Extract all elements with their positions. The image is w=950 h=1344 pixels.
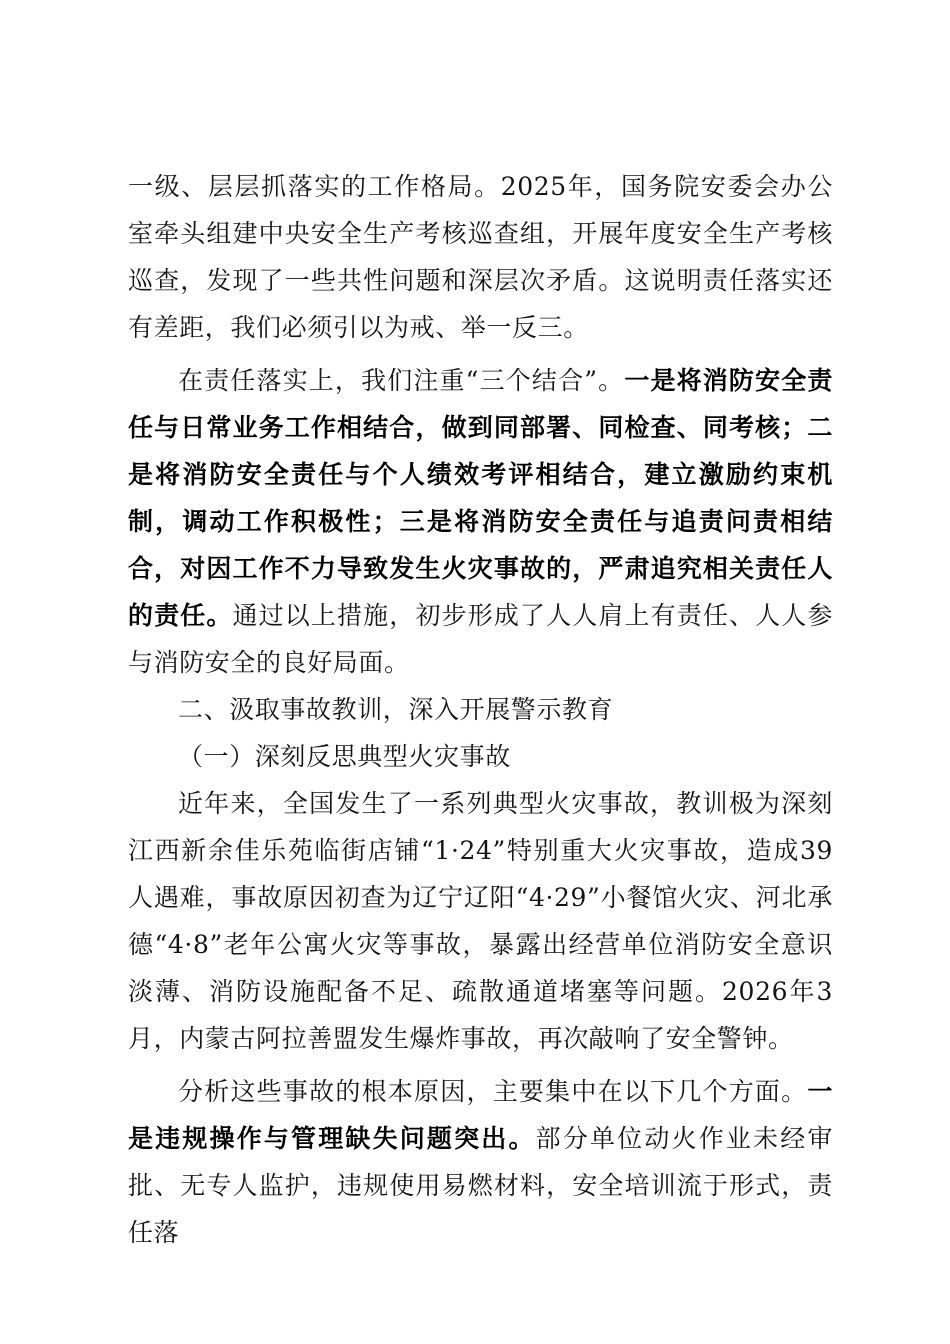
paragraph-typical-fires (128, 780, 833, 1062)
text-segment: 部分单位动火作业未经审批、无专人监护，违规使用易燃材料，安全培训流于形式，责任落 (128, 1124, 833, 1247)
bold-text-segment: 一是违规操作与管理缺失问题突出。 (128, 1077, 833, 1153)
document-body (128, 163, 833, 1256)
text-segment: 近年来，全国发生了一系列典型火灾事故，教训极为深刻江西新余佳乐苑临街店铺“1·24”特别重大火灾事故，造成39人遇难，事故原因初查为辽宁辽阳“4·29”小餐馆火灾、河北承德“4·8”老年公寓火灾等事故，暴露出经营单位消防安全意识淡薄、消防设施配备不足、疏散通道堵塞等问题。2026年3月，内蒙古阿拉善盟发生爆炸事故，再次敲响了安全警钟。 (128, 789, 833, 1053)
text-segment: 通过以上措施，初步形成了人人肩上有责任、人人参与消防安全的良好局面。 (128, 601, 833, 677)
heading-text: 二、汲取事故教训，深入开展警示教育 (178, 695, 614, 724)
paragraph-responsibility-pattern (128, 163, 833, 351)
text-segment: 一级、层层抓落实的工作格局。2025年，国务院安委会办公室牵头组建中央安全生产考核巡查组，开展年度安全生产考核巡查，发现了一些共性问题和深层次矛盾。这说明责任落实还有差距，我们必须引以为戒、举一反三。 (128, 172, 833, 342)
text-segment: 在责任落实上，我们注重“三个结合”。 (178, 366, 625, 395)
heading-text: （一）深刻反思典型火灾事故 (178, 742, 511, 771)
bold-text-segment: 一是将消防安全责任与日常业务工作相结合，做到同部署、同检查、同考核；二是将消防安全责任与个人绩效考评相结合，建立激励约束机制，调动工作积极性；三是将消防安全责任与追责问责相结合，对因工作不力导致发生火灾事故的，严肃追究相关责任人的责任。 (128, 366, 833, 630)
paragraph-root-causes (128, 1068, 833, 1256)
text-segment: 分析这些事故的根本原因，主要集中在以下几个方面。 (178, 1077, 808, 1106)
section-heading-2 (128, 686, 833, 733)
paragraph-three-combinations (128, 357, 833, 686)
subsection-heading-1 (128, 733, 833, 780)
